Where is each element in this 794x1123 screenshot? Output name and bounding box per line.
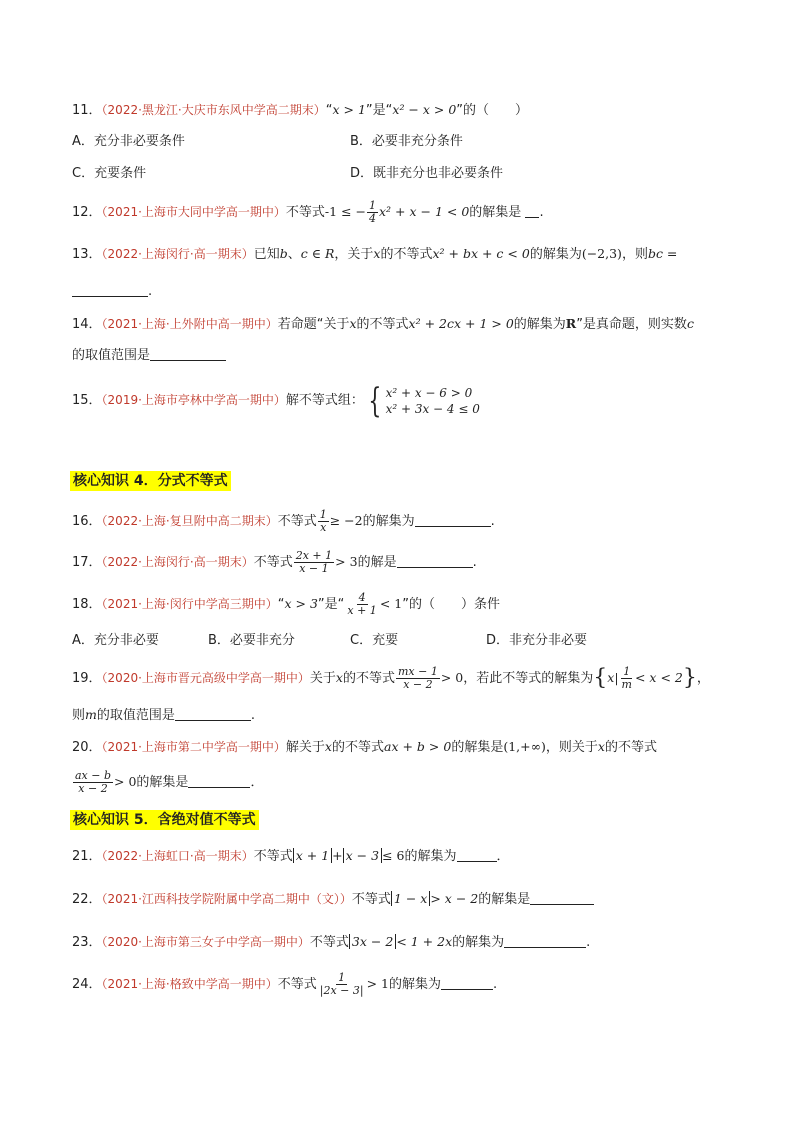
- answer-blank[interactable]: [441, 975, 493, 990]
- question-text: ”是“: [365, 103, 393, 118]
- option-a: A．充分非必要: [72, 633, 159, 648]
- option-d: D．非充分非必要: [486, 633, 588, 648]
- question-source: （2021·上海·闵行中学高三期中）: [101, 597, 278, 611]
- question-number: 12．: [72, 205, 102, 220]
- question-number: 20．: [72, 740, 102, 755]
- absolute-value: x − 3: [343, 848, 382, 863]
- fraction: $\frac{1}{m}$: [621, 665, 632, 691]
- question-number: 15．: [72, 393, 102, 408]
- question-text: ”的（ ）: [456, 103, 529, 118]
- question-13-line-2: .: [72, 282, 152, 302]
- left-brace-icon: {: [593, 665, 608, 691]
- question-source: （2022·黑龙江·大庆市东风中学高二期末）: [101, 103, 326, 117]
- answer-blank[interactable]: [188, 773, 250, 788]
- question-21: 21．（2022·上海虹口·高一期末）不等式 x + 1 + x − 3 ≤ 6的解集为 ．: [72, 848, 510, 864]
- fraction: $\frac{mx - 1}{x - 2}$: [398, 665, 438, 691]
- answer-blank[interactable]: [415, 512, 491, 527]
- question-number: 19．: [72, 671, 102, 686]
- question-source: （2021·上海市第二中学高一期中）: [101, 740, 286, 754]
- answer-blank[interactable]: [457, 847, 497, 862]
- question-source: （2022·上海虹口·高一期末）: [101, 849, 254, 863]
- fraction: $\frac{2x + 1}{x - 1}$: [295, 549, 333, 575]
- option-d: D．既非充分也非必要条件: [350, 166, 504, 181]
- system-brace-icon: {: [368, 380, 382, 421]
- option-c: C．充要条件: [72, 166, 147, 181]
- section-heading: 核心知识 5．含绝对值不等式: [70, 810, 259, 830]
- question-source: （2022·上海·复旦附中高二期末）: [101, 514, 278, 528]
- answer-blank[interactable]: [72, 282, 148, 297]
- answer-blank[interactable]: [525, 203, 539, 218]
- answer-blank[interactable]: [150, 346, 226, 361]
- question-17: 17．（2022·上海闵行·高一期末）不等式 $\frac{2x + 1}{x - 1}$ > 3的解是 .: [72, 549, 477, 575]
- question-number: 21．: [72, 849, 102, 864]
- fraction: $\frac{1}{|2x - 3|}$: [319, 971, 364, 997]
- question-number: 16．: [72, 514, 102, 529]
- question-19: 19．（2020·上海市晋元高级中学高一期中）关于x的不等式 $\frac{mx - 1}{x - 2}$ > 0，若此不等式的解集为{x| $\frac{1}{m}$ < x < 2}，: [72, 665, 710, 691]
- interval: (1,+∞): [503, 739, 546, 754]
- fraction: $\frac{4}{x + 1}$: [347, 591, 377, 617]
- question-source: （2020·上海市第三女子中学高一期中）: [101, 935, 310, 949]
- question-source: （2021·江西科技学院附属中学高二期中（文））: [101, 892, 352, 906]
- question-source: （2019·上海市亭林中学高一期中）: [101, 393, 286, 407]
- question-source: （2022·上海闵行·高一期末）: [101, 247, 254, 261]
- inequality-system: x² + x − 6 > 0 x² + 3x − 4 ≤ 0: [385, 385, 480, 416]
- question-source: （2021·上海市大同中学高一期中）: [101, 205, 286, 219]
- question-23: 23．（2020·上海市第三女子中学高一期中）不等式 3x − 2 < 1 + 2x的解集为 .: [72, 934, 591, 950]
- question-text: 的解集是: [469, 205, 522, 220]
- question-number: 18．: [72, 597, 102, 612]
- question-24: 24．（2021·上海·格致中学高一期中）不等式 $\frac{1}{|2x - 3|}$ > 1的解集为 .: [72, 971, 498, 997]
- question-source: （2021·上海·上外附中高一期中）: [101, 317, 278, 331]
- inequality: x² + 2cx + 1 > 0: [408, 316, 514, 331]
- question-number: 17．: [72, 555, 102, 570]
- inequality-right: x² + x − 1 < 0: [379, 204, 470, 219]
- question-number: 13．: [72, 247, 102, 262]
- question-19-line-2: 则m的取值范围是 .: [72, 707, 256, 723]
- question-number: 23．: [72, 935, 102, 950]
- question-15: 15．（2019·上海市亭林中学高一期中）解不等式组： { x² + x − 6 > 0 x² + 3x − 4 ≤ 0: [72, 380, 480, 421]
- question-22: 22．（2021·江西科技学院附属中学高二期中（文））不等式 1 − x > x − 2的解集是: [72, 889, 594, 910]
- section-heading: 核心知识 4．分式不等式: [70, 471, 231, 491]
- option-b: B．必要非充分: [208, 633, 295, 648]
- absolute-value: 1 − x: [391, 891, 430, 906]
- question-12: 12．（2021·上海市大同中学高一期中）不等式-1 ≤ − $\frac{1}{4}$ x² + x − 1 < 0的解集是 .: [72, 199, 544, 225]
- answer-blank[interactable]: [504, 933, 586, 948]
- inequality: x² + bx + c < 0: [432, 246, 530, 261]
- absolute-value: 3x − 2: [349, 934, 396, 949]
- question-14-line-2: 的取值范围是: [72, 346, 226, 366]
- question-text: 不等式: [285, 205, 325, 220]
- question-16: 16．（2022·上海·复旦附中高二期末）不等式 $\frac{1}{x}$ ≥ −2的解集为 .: [72, 508, 495, 534]
- interval: (−2,3): [581, 246, 622, 261]
- question-number: 24．: [72, 977, 102, 992]
- question-11: [72, 100, 528, 121]
- question-source: （2022·上海闵行·高一期末）: [101, 555, 254, 569]
- question-number: 11．: [72, 103, 102, 118]
- answer-blank[interactable]: [530, 890, 594, 905]
- condition-1: x > 1: [332, 102, 366, 117]
- answer-blank[interactable]: [397, 553, 473, 568]
- question-20-line-2: $\frac{ax - b}{x - 2}$ > 0的解集是 ．: [75, 769, 264, 795]
- question-18: 18．（2021·上海·闵行中学高三期中）“x > 3”是“ $\frac{4}{x + 1}$ < 1”的（ ）条件: [72, 591, 500, 617]
- option-c: C．充要: [350, 633, 399, 648]
- quote-mark: “: [325, 103, 333, 118]
- question-20: 20．（2021·上海市第二中学高一期中）解关于x的不等式ax + b > 0的解集是(1,+∞)，则关于x的不等式: [72, 739, 657, 755]
- fraction: $\frac{1}{x}$: [319, 508, 327, 534]
- condition-2: x² − x > 0: [392, 102, 457, 117]
- question-number: 14．: [72, 317, 102, 332]
- fraction: $\frac{1}{4}$: [369, 199, 376, 225]
- question-13: 13．（2022·上海闵行·高一期末）已知b、c ∈ R，关于x的不等式x² + bx + c < 0的解集为(−2,3)，则bc =: [72, 246, 678, 262]
- question-source: （2021·上海·格致中学高一期中）: [101, 977, 278, 991]
- question-source: （2020·上海市晋元高级中学高一期中）: [101, 671, 310, 685]
- option-a: A．充分非必要条件: [72, 134, 185, 149]
- question-14: 14．（2021·上海·上外附中高一期中）若命题“关于x的不等式x² + 2cx + 1 > 0的解集为R”是真命题，则实数c: [72, 316, 694, 332]
- option-b: B．必要非充分条件: [350, 134, 463, 149]
- fraction: $\frac{ax - b}{x - 2}$: [75, 769, 112, 795]
- inequality: ax + b > 0: [384, 739, 452, 754]
- answer-blank[interactable]: [175, 706, 251, 721]
- inequality-left: -1 ≤ −: [324, 204, 366, 219]
- absolute-value: x + 1: [293, 848, 332, 863]
- right-brace-icon: }: [682, 665, 697, 691]
- question-number: 22．: [72, 892, 102, 907]
